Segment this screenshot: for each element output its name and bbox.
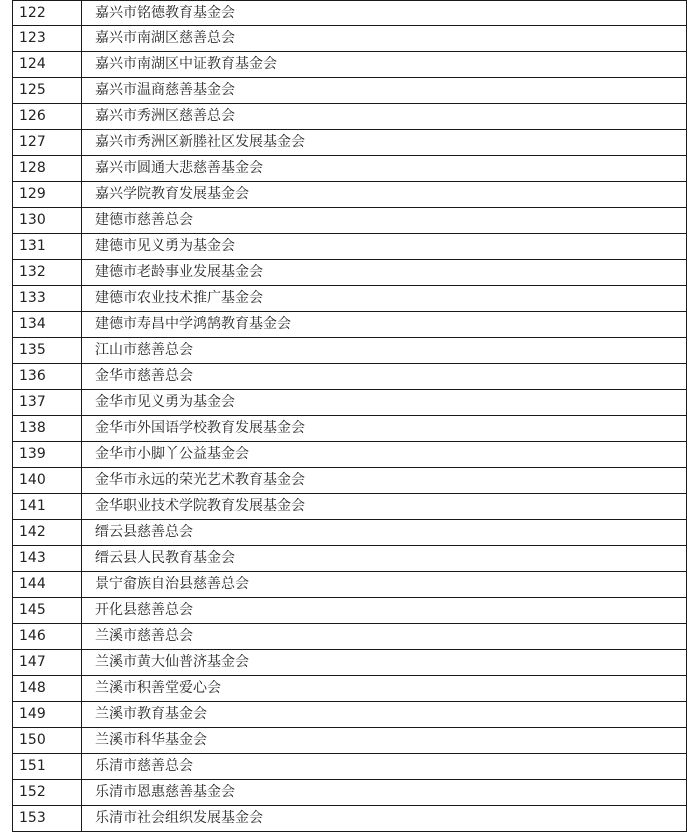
row-number-cell: 152 <box>13 780 82 806</box>
table-body <box>13 1 687 832</box>
organization-name-cell: 建德市见义勇为基金会 <box>82 234 687 260</box>
row-number-cell: 139 <box>13 442 82 468</box>
table-row <box>13 676 687 702</box>
row-number-cell: 135 <box>13 338 82 364</box>
table-row <box>13 286 687 312</box>
row-number-cell: 136 <box>13 364 82 390</box>
row-number-cell: 137 <box>13 390 82 416</box>
organization-name-cell: 乐清市恩惠慈善基金会 <box>82 780 687 806</box>
organization-name-cell: 建德市农业技术推广基金会 <box>82 286 687 312</box>
table-row <box>13 520 687 546</box>
row-number-cell: 127 <box>13 130 82 156</box>
table-row <box>13 312 687 338</box>
row-number-cell: 148 <box>13 676 82 702</box>
organization-name-cell: 兰溪市教育基金会 <box>82 702 687 728</box>
organization-name-cell: 景宁畲族自治县慈善总会 <box>82 572 687 598</box>
organization-name-cell: 嘉兴市秀洲区慈善总会 <box>82 104 687 130</box>
row-number-cell: 141 <box>13 494 82 520</box>
organization-name-cell: 嘉兴市温商慈善基金会 <box>82 78 687 104</box>
row-number-cell: 151 <box>13 754 82 780</box>
table-row <box>13 390 687 416</box>
table-row <box>13 130 687 156</box>
row-number-cell: 126 <box>13 104 82 130</box>
row-number-cell: 133 <box>13 286 82 312</box>
organization-name-cell: 嘉兴学院教育发展基金会 <box>82 182 687 208</box>
row-number-cell: 125 <box>13 78 82 104</box>
row-number-cell: 132 <box>13 260 82 286</box>
organization-name-cell: 开化县慈善总会 <box>82 598 687 624</box>
row-number-cell: 150 <box>13 728 82 754</box>
row-number-cell: 143 <box>13 546 82 572</box>
table-row <box>13 78 687 104</box>
table-row <box>13 338 687 364</box>
organization-name-cell: 缙云县人民教育基金会 <box>82 546 687 572</box>
table-row <box>13 754 687 780</box>
organization-name-cell: 缙云县慈善总会 <box>82 520 687 546</box>
table-row <box>13 52 687 78</box>
table-row <box>13 1 687 26</box>
organization-name-cell: 兰溪市黄大仙普济基金会 <box>82 650 687 676</box>
table-row <box>13 364 687 390</box>
organization-name-cell: 金华市小脚丫公益基金会 <box>82 442 687 468</box>
row-number-cell: 142 <box>13 520 82 546</box>
row-number-cell: 128 <box>13 156 82 182</box>
table-row <box>13 208 687 234</box>
row-number-cell: 138 <box>13 416 82 442</box>
table-row <box>13 650 687 676</box>
table-row <box>13 546 687 572</box>
organization-name-cell: 江山市慈善总会 <box>82 338 687 364</box>
row-number-cell: 122 <box>13 1 82 26</box>
row-number-cell: 153 <box>13 806 82 832</box>
organization-name-cell: 建德市寿昌中学鸿鹄教育基金会 <box>82 312 687 338</box>
row-number-cell: 145 <box>13 598 82 624</box>
organization-name-cell: 金华市永远的荣光艺术教育基金会 <box>82 468 687 494</box>
organization-name-cell: 金华职业技术学院教育发展基金会 <box>82 494 687 520</box>
organization-name-cell: 嘉兴市圆通大悲慈善基金会 <box>82 156 687 182</box>
row-number-cell: 123 <box>13 26 82 52</box>
table-row <box>13 260 687 286</box>
organization-name-cell: 金华市外国语学校教育发展基金会 <box>82 416 687 442</box>
table-row <box>13 104 687 130</box>
foundation-table <box>12 0 687 832</box>
row-number-cell: 140 <box>13 468 82 494</box>
organization-name-cell: 建德市慈善总会 <box>82 208 687 234</box>
row-number-cell: 129 <box>13 182 82 208</box>
organization-name-cell: 兰溪市慈善总会 <box>82 624 687 650</box>
table-row <box>13 624 687 650</box>
table-row <box>13 182 687 208</box>
organization-name-cell: 兰溪市积善堂爱心会 <box>82 676 687 702</box>
table-row <box>13 26 687 52</box>
organization-name-cell: 兰溪市科华基金会 <box>82 728 687 754</box>
row-number-cell: 124 <box>13 52 82 78</box>
organization-name-cell: 嘉兴市秀洲区新塍社区发展基金会 <box>82 130 687 156</box>
row-number-cell: 130 <box>13 208 82 234</box>
organization-name-cell: 嘉兴市铭德教育基金会 <box>82 1 687 26</box>
table-row <box>13 780 687 806</box>
organization-name-cell: 乐清市慈善总会 <box>82 754 687 780</box>
table-row <box>13 442 687 468</box>
table-row <box>13 416 687 442</box>
table-row <box>13 494 687 520</box>
row-number-cell: 144 <box>13 572 82 598</box>
organization-name-cell: 金华市慈善总会 <box>82 364 687 390</box>
table-row <box>13 156 687 182</box>
table-row <box>13 702 687 728</box>
row-number-cell: 147 <box>13 650 82 676</box>
table-row <box>13 572 687 598</box>
row-number-cell: 131 <box>13 234 82 260</box>
organization-name-cell: 建德市老龄事业发展基金会 <box>82 260 687 286</box>
table-row <box>13 468 687 494</box>
row-number-cell: 146 <box>13 624 82 650</box>
organization-name-cell: 乐清市社会组织发展基金会 <box>82 806 687 832</box>
organization-name-cell: 金华市见义勇为基金会 <box>82 390 687 416</box>
row-number-cell: 149 <box>13 702 82 728</box>
table-row <box>13 806 687 832</box>
table-row <box>13 234 687 260</box>
organization-name-cell: 嘉兴市南湖区中证教育基金会 <box>82 52 687 78</box>
table-row <box>13 728 687 754</box>
organization-name-cell: 嘉兴市南湖区慈善总会 <box>82 26 687 52</box>
table-row <box>13 598 687 624</box>
row-number-cell: 134 <box>13 312 82 338</box>
